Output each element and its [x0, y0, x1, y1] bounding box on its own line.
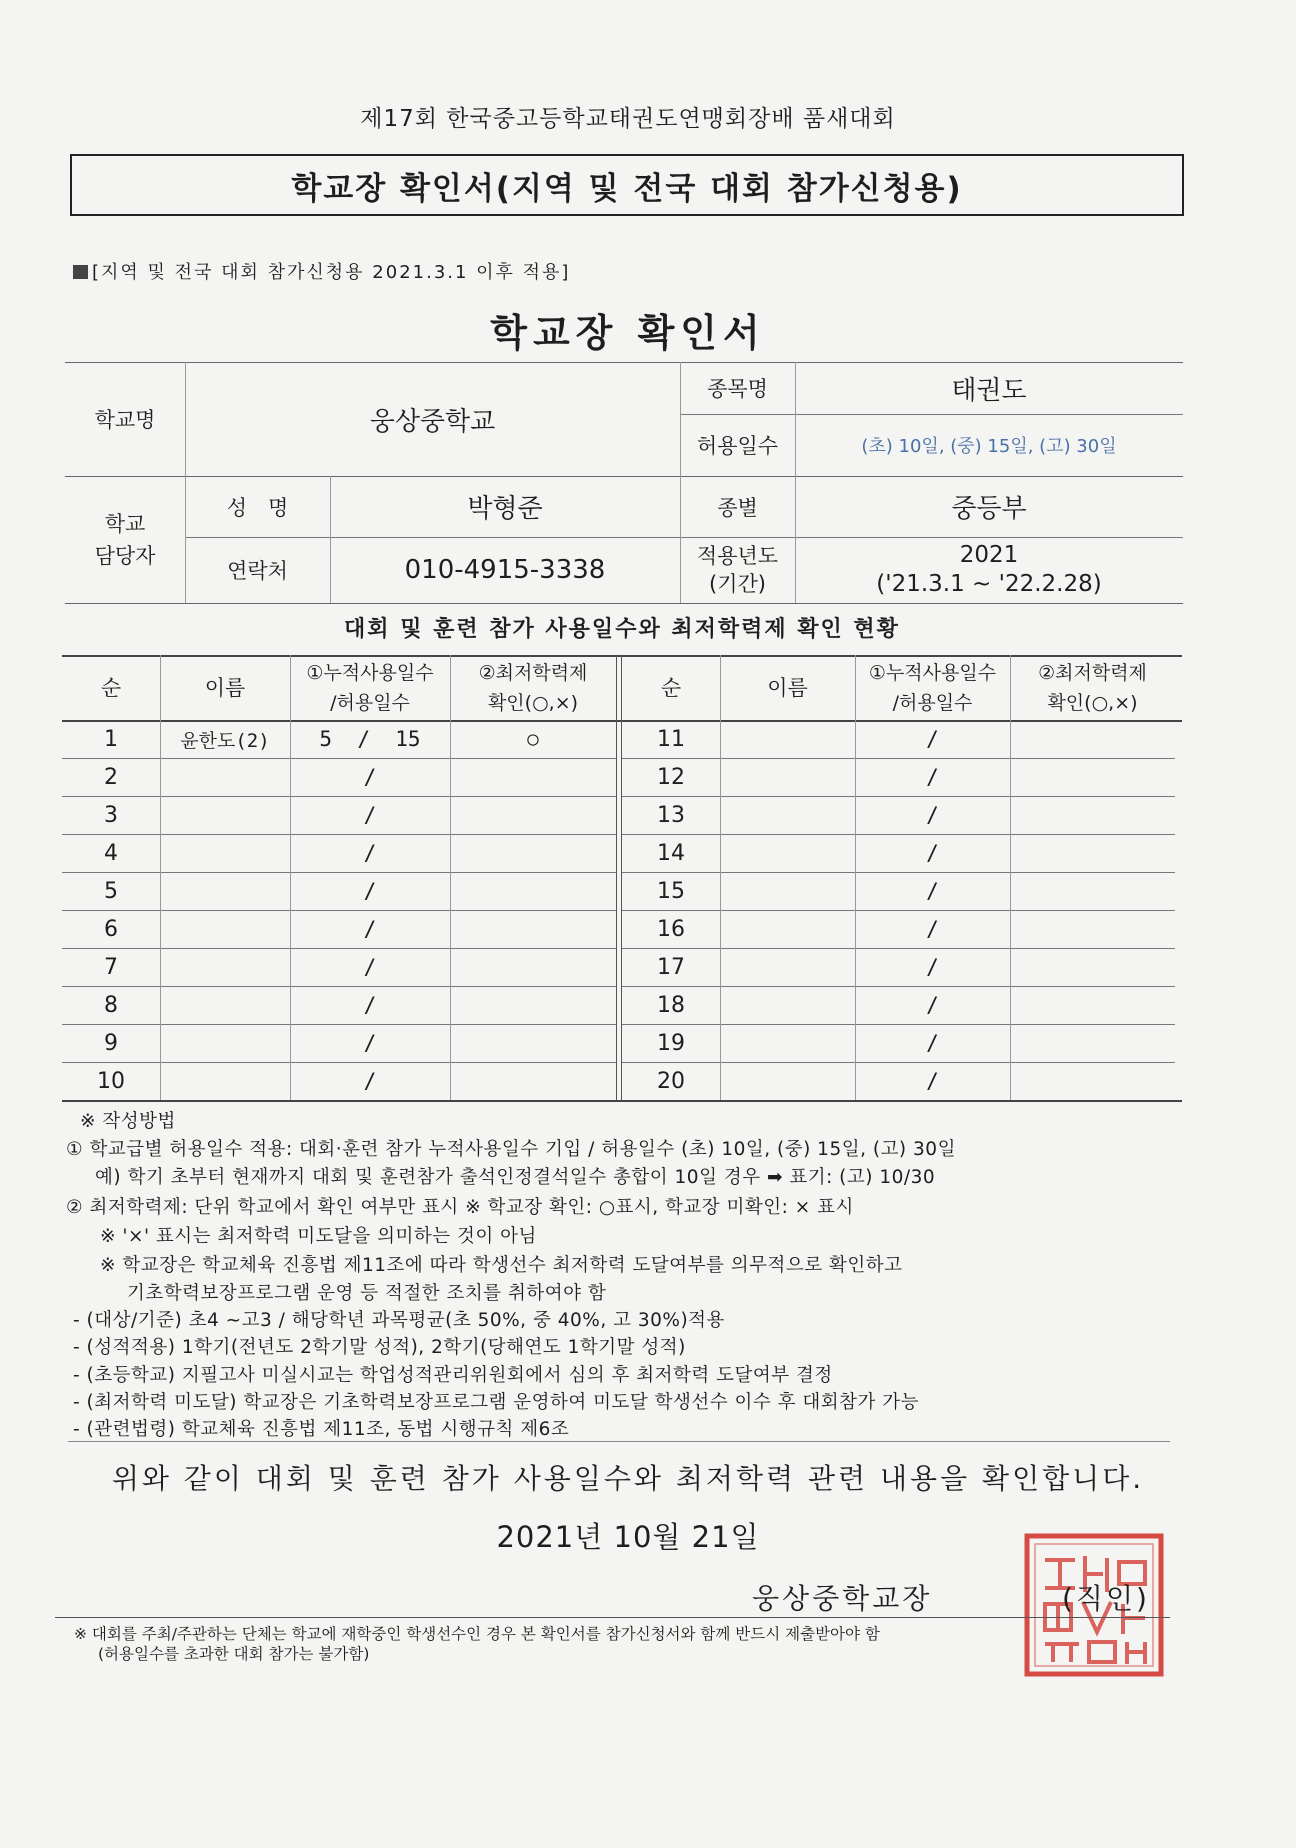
min-academic-check — [1010, 986, 1175, 1024]
event-title: 제17회 한국중고등학교태권도연맹회장배 품새대회 — [360, 106, 896, 132]
student-name — [160, 1024, 290, 1062]
student-name — [720, 910, 855, 948]
sport-label: 종목명 — [707, 377, 768, 401]
table-header-left-1: 순 — [100, 675, 122, 700]
row-number: 14 — [657, 840, 685, 866]
method-line-10: - (최저학력 미도달) 학교장은 기초학력보장프로그램 운영하여 미도달 학생선수 이수 후 대회참가 가능 — [73, 1392, 920, 1413]
row-number: 3 — [104, 802, 118, 828]
school-name-label: 학교명 — [94, 408, 156, 432]
student-name: 윤한도(2) — [180, 729, 270, 752]
row-number: 2 — [104, 764, 118, 790]
row-number: 17 — [657, 954, 685, 980]
manager-name-label: 성 명 — [226, 495, 289, 520]
used-allowed-days: 5 / 15 — [319, 727, 421, 751]
principal-signature-line: 웅상중학교장 — [752, 1582, 933, 1615]
issue-date: 2021년 10월 21일 — [496, 1520, 760, 1554]
row-number: 6 — [104, 916, 118, 942]
square-bullet-icon — [73, 265, 88, 279]
student-name — [160, 834, 290, 872]
min-academic-check — [450, 758, 616, 796]
applied-year-value — [795, 537, 1183, 603]
footnote — [74, 1624, 880, 1664]
row-number: 12 — [657, 764, 685, 790]
category-value: 중등부 — [951, 494, 1027, 524]
used-allowed-days: / — [926, 803, 939, 827]
used-allowed-days: / — [926, 917, 939, 941]
min-academic-check — [450, 986, 616, 1024]
row-number: 15 — [657, 878, 685, 904]
method-line-5: ※ 학교장은 학교체육 진흥법 제11조에 따라 학생선수 최저학력 도달여부를 의무적으로 확인하고 — [100, 1255, 903, 1276]
student-name — [720, 834, 855, 872]
min-academic-check — [450, 872, 616, 910]
sport-value: 태권도 — [951, 375, 1027, 406]
used-allowed-days: / — [363, 841, 377, 865]
student-name — [720, 986, 855, 1024]
row-number: 16 — [657, 916, 685, 942]
category-label: 종별 — [717, 495, 758, 520]
applied-period: ('21.3.1 ~ '22.2.28) — [876, 571, 1102, 597]
used-allowed-days: / — [926, 765, 939, 789]
min-academic-check — [1010, 834, 1175, 872]
min-academic-check — [1010, 720, 1175, 758]
student-name — [160, 872, 290, 910]
used-allowed-days: / — [363, 917, 377, 941]
row-number: 10 — [97, 1068, 125, 1094]
min-academic-check — [450, 1024, 616, 1062]
min-academic-check: ○ — [527, 728, 539, 750]
used-allowed-days: / — [363, 765, 377, 789]
table-header-left-3: ①누적사용일수 /허용일수 — [306, 661, 434, 714]
row-number: 4 — [104, 840, 118, 866]
footnote-line-1: ※ 대회를 주최/주관하는 단체는 학교에 재학중인 학생선수인 경우 본 확인서를 참가신청서와 함께 반드시 제출받아야 함 — [74, 1625, 880, 1643]
school-manager-label: 학교 담당자 — [94, 511, 156, 568]
allowed-days-value: (초) 10일, (중) 15일, (고) 30일 — [861, 436, 1117, 457]
table-header-left-4: ②최저학력제 확인(○,×) — [478, 661, 588, 714]
applicability-note-text: [지역 및 전국 대회 참가신청용 2021.3.1 이후 적용] — [92, 262, 571, 283]
min-academic-check — [1010, 1062, 1175, 1100]
used-allowed-days: / — [363, 1031, 377, 1055]
student-name — [720, 758, 855, 796]
used-allowed-days: / — [363, 993, 377, 1017]
student-name — [720, 1062, 855, 1100]
table-header-right-1: 순 — [660, 675, 682, 700]
confirmation-statement: 위와 같이 대회 및 훈련 참가 사용일수와 최저학력 관련 내용을 확인합니다. — [111, 1462, 1145, 1495]
student-name — [720, 796, 855, 834]
table-center-divider — [616, 655, 617, 1100]
allowed-days-label: 허용일수 — [696, 434, 779, 458]
applicability-note — [73, 258, 570, 284]
method-line-8: - (성적적용) 1학기(전년도 2학기말 성적), 2학기(당해연도 1학기말 성적) — [73, 1337, 686, 1358]
row-number: 8 — [104, 992, 118, 1018]
table-center-divider — [621, 655, 622, 1100]
footnote-line-2: (허용일수를 초과한 대회 참가는 불가함) — [98, 1645, 370, 1663]
method-line-9: - (초등학교) 지필고사 미실시교는 학업성적관리위원회에서 심의 후 최저학력 도달여부 결정 — [73, 1365, 833, 1386]
student-name — [720, 1024, 855, 1062]
row-number: 5 — [104, 878, 118, 904]
used-allowed-days: / — [926, 1031, 939, 1055]
used-allowed-days: / — [363, 879, 377, 903]
student-name — [160, 948, 290, 986]
table-header-left-2: 이름 — [204, 675, 246, 700]
row-number: 20 — [657, 1068, 685, 1094]
student-name — [720, 872, 855, 910]
row-number: 19 — [657, 1030, 685, 1056]
min-academic-check — [1010, 872, 1175, 910]
min-academic-check — [1010, 758, 1175, 796]
student-name — [160, 796, 290, 834]
min-academic-check — [1010, 1024, 1175, 1062]
contact-label: 연락처 — [227, 559, 288, 583]
applied-year-label: 적용년도 (기간) — [696, 544, 779, 596]
summary-title: 대회 및 훈련 참가 사용일수와 최저학력제 확인 현황 — [344, 617, 900, 642]
row-number: 1 — [104, 726, 118, 752]
row-number: 9 — [104, 1030, 118, 1056]
used-allowed-days: / — [363, 803, 377, 827]
min-academic-check — [450, 910, 616, 948]
method-line-7: - (대상/기준) 초4 ~고3 / 해당학년 과목평균(초 50%, 중 40%, 고 30%)적용 — [73, 1310, 725, 1331]
used-allowed-days: / — [926, 1069, 939, 1093]
method-line-3: ② 최저학력제: 단위 학교에서 확인 여부만 표시 ※ 학교장 확인: ○표시, 학교장 미확인: × 표시 — [66, 1197, 854, 1218]
table-bottom-line — [62, 1100, 1182, 1102]
student-name — [160, 986, 290, 1024]
table-header-right-3: ①누적사용일수 /허용일수 — [868, 661, 997, 714]
student-name — [720, 948, 855, 986]
used-allowed-days: / — [926, 879, 939, 903]
row-number: 11 — [657, 726, 685, 752]
official-seal-label: (직인) — [1062, 1582, 1150, 1615]
min-academic-check — [1010, 948, 1175, 986]
row-number: 7 — [104, 954, 118, 980]
min-academic-check — [1010, 910, 1175, 948]
table-header-right-2: 이름 — [767, 675, 808, 700]
used-allowed-days: / — [363, 955, 377, 979]
manager-name-value: 박형준 — [467, 494, 543, 524]
form-title-box: 학교장 확인서(지역 및 전국 대회 참가신청용) — [70, 154, 1184, 216]
used-allowed-days: / — [926, 841, 939, 865]
school-name-value: 웅상중학교 — [369, 406, 496, 437]
document-title: 학교장 확인서 — [490, 311, 766, 355]
student-name — [720, 720, 855, 758]
student-name — [160, 910, 290, 948]
applied-year: 2021 — [959, 542, 1019, 568]
method-line-2: 예) 학기 초부터 현재까지 대회 및 훈련참가 출석인정결석일수 총합이 10일 경우 ➡ 표기: (고) 10/30 — [95, 1167, 936, 1188]
used-allowed-days: / — [926, 727, 939, 751]
used-allowed-days: / — [926, 993, 939, 1017]
method-title: ※ 작성방법 — [80, 1111, 176, 1132]
method-line-11: - (관련법령) 학교체육 진흥법 제11조, 동법 시행규칙 제6조 — [73, 1419, 570, 1440]
table-header-right-4: ②최저학력제 확인(○,×) — [1038, 661, 1147, 714]
min-academic-check — [450, 948, 616, 986]
min-academic-check — [450, 834, 616, 872]
min-academic-check — [450, 1062, 616, 1100]
used-allowed-days: / — [363, 1069, 377, 1093]
used-allowed-days: / — [926, 955, 939, 979]
method-line-4: ※ '×' 표시는 최저학력 미도달을 의미하는 것이 아님 — [100, 1226, 537, 1247]
student-name — [160, 1062, 290, 1100]
min-academic-check — [450, 796, 616, 834]
method-line-1: ① 학교급별 허용일수 적용: 대회·훈련 참가 누적사용일수 기입 / 허용일수 (초) 10일, (중) 15일, (고) 30일 — [66, 1139, 956, 1160]
contact-value: 010-4915-3338 — [404, 555, 606, 585]
min-academic-check — [1010, 796, 1175, 834]
method-line-6: 기초학력보장프로그램 운영 등 적절한 조치를 취하여야 함 — [127, 1283, 607, 1304]
row-number: 18 — [657, 992, 685, 1018]
row-number: 13 — [657, 802, 685, 828]
student-name — [160, 758, 290, 796]
